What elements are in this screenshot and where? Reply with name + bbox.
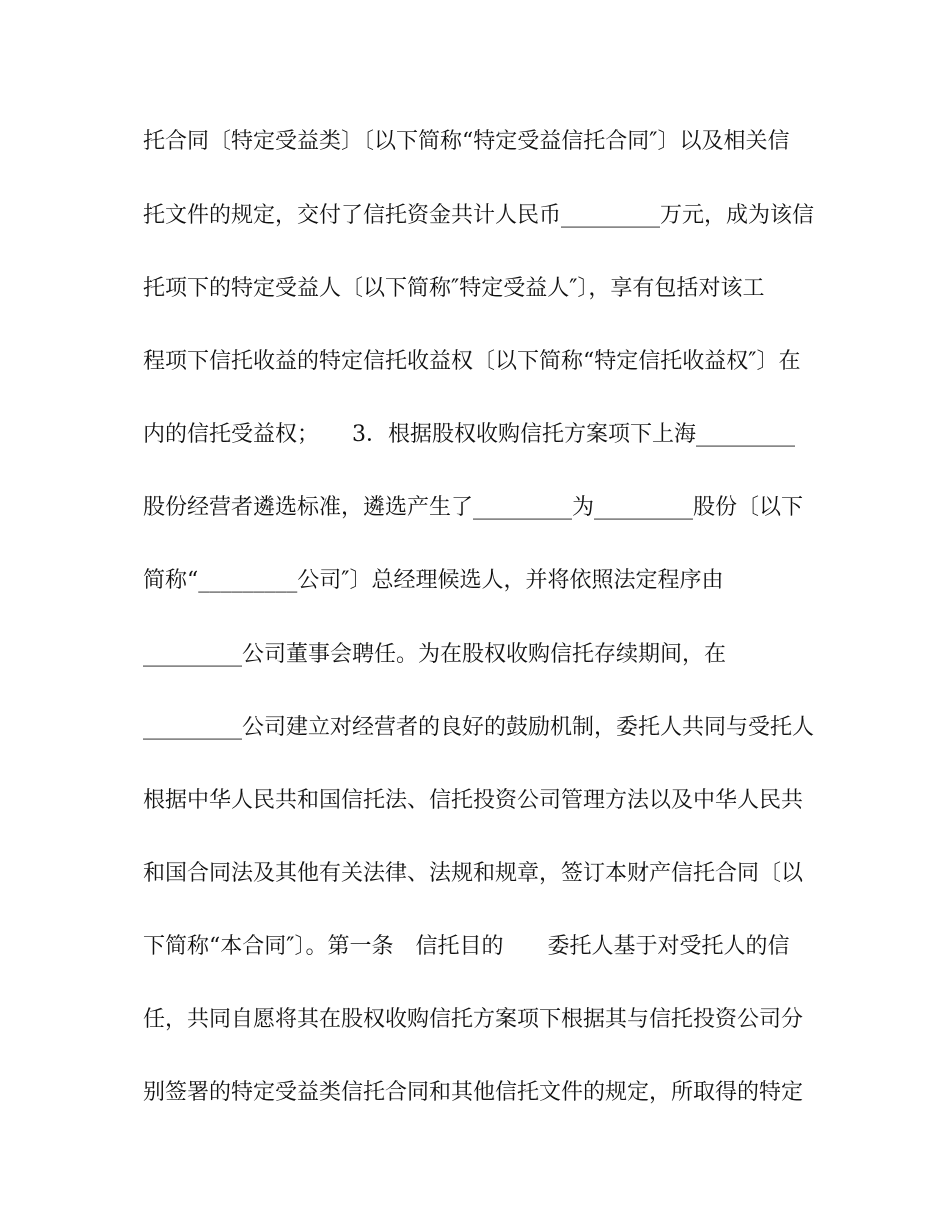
text-line: 任，共同自愿将其在股权收购信托方案项下根据其与信托投资公司分 — [143, 1007, 804, 1032]
text-line: 内的信托受益权； 3．根据股权收购信托方案项下上海_________ — [143, 422, 795, 447]
text-line: 别签署的特定受益类信托合同和其他信托文件的规定，所取得的特定 — [143, 1080, 804, 1105]
text-line: 根据中华人民共和国信托法、信托投资公司管理方法以及中华人民共 — [143, 788, 804, 813]
text-line: 简称“_________公司″〕总经理候选人，并将依照法定程序由 — [143, 568, 724, 593]
text-line: 托合同〔特定受益类〕〔以下简称“特定受益信托合同″〕以及相关信 — [143, 129, 790, 154]
text-line: _________公司董事会聘任。为在股权收购信托存续期间，在 — [143, 642, 727, 667]
text-line: 托项下的特定受益人〔以下简称″特定受益人″〕，享有包括对该工 — [143, 276, 765, 301]
text-line: 下简称“本合同″〕。第一条 信托目的 委托人基于对受托人的信 — [143, 934, 790, 959]
text-line: _________公司建立对经营者的良好的鼓励机制，委托人共同与受托人 — [143, 715, 815, 740]
text-line: 股份经营者遴选标准，遴选产生了_________为_________股份〔以下 — [143, 495, 804, 520]
text-line: 托文件的规定，交付了信托资金共计人民币_________万元，成为该信 — [143, 203, 815, 228]
text-line: 程项下信托收益的特定信托收益权〔以下简称“特定信托收益权″〕在 — [143, 349, 801, 374]
text-line: 和国合同法及其他有关法律、法规和规章，签订本财产信托合同〔以 — [143, 861, 804, 886]
